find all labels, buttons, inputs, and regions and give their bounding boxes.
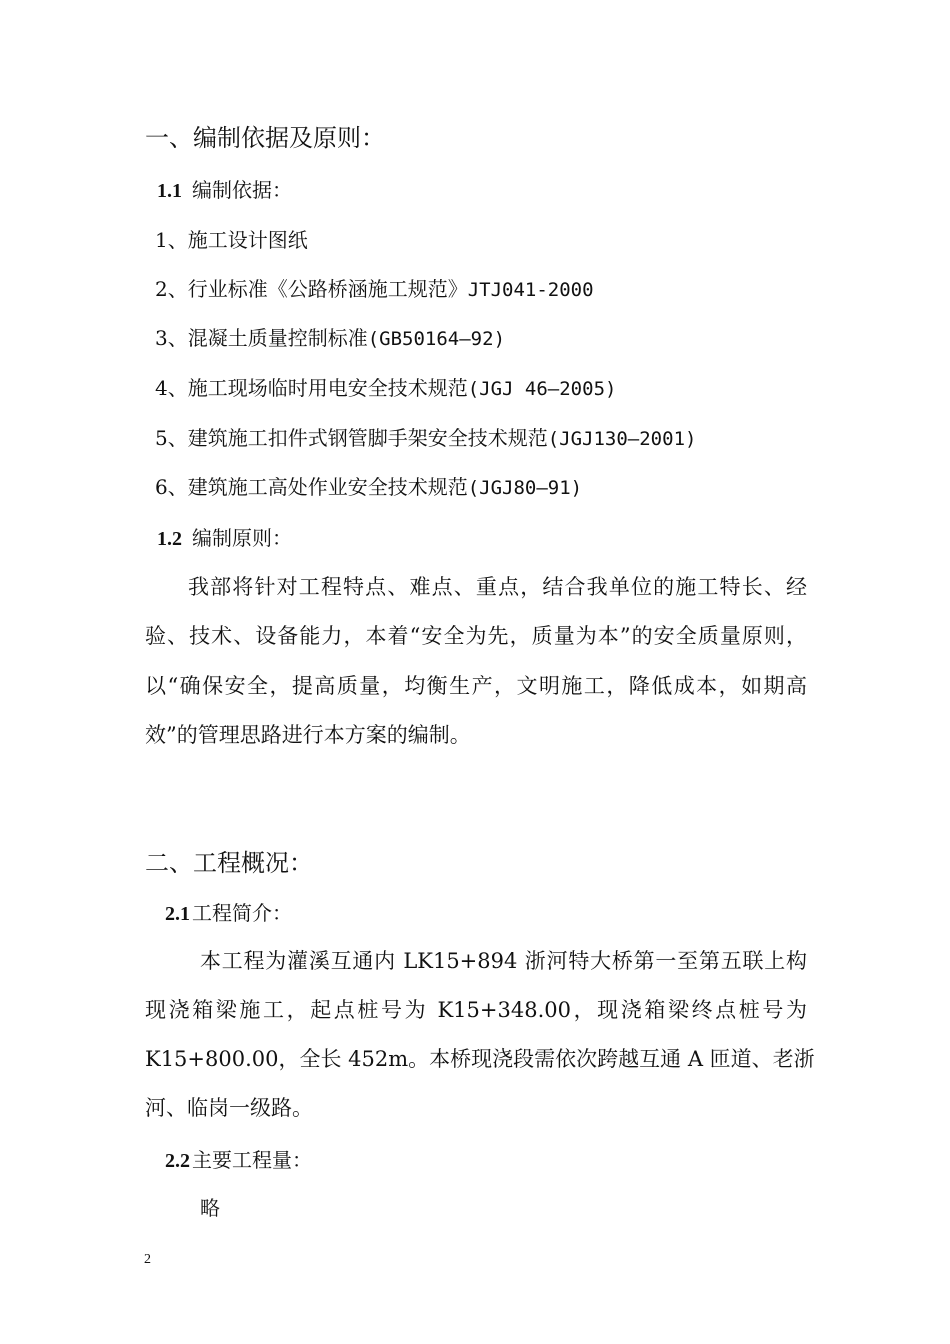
paragraph-line: 现浇箱梁施工，起点桩号为 K15+348.00，现浇箱梁终点桩号为 xyxy=(145,998,807,1022)
list-item-code: (GB50164—92) xyxy=(367,328,506,350)
subsection-1-1-label: 编制依据： xyxy=(192,178,292,202)
list-item xyxy=(155,471,582,500)
paragraph-line: 验、技术、设备能力，本着“安全为先，质量为本”的安全质量原则， xyxy=(145,624,807,648)
list-item xyxy=(155,422,696,451)
list-item xyxy=(155,273,594,302)
paragraph-line: 以“确保安全，提高质量，均衡生产，文明施工，降低成本，如期高 xyxy=(145,674,807,698)
list-item-text: 5、建筑施工扣件式钢管脚手架安全技术规范 xyxy=(155,426,548,450)
list-item-code: (JGJ130—2001) xyxy=(547,428,697,450)
subsection-2-1-label: 工程简介： xyxy=(192,901,292,925)
subsection-1-1 xyxy=(157,174,292,203)
page-number: 2 xyxy=(144,1252,151,1267)
note-text: 略 xyxy=(200,1196,220,1220)
paragraph-line: 我部将针对工程特点、难点、重点，结合我单位的施工特长、经 xyxy=(188,575,807,599)
subsection-2-2-label: 主要工程量： xyxy=(192,1148,312,1172)
subsection-2-2-number: 2.2 xyxy=(165,1150,190,1172)
subsection-2-2 xyxy=(165,1144,312,1173)
list-item-code: (JGJ 46—2005) xyxy=(467,378,617,400)
list-item-code: (JGJ80—91) xyxy=(467,477,583,499)
paragraph-line: K15+800.00，全长 452m。本桥现浇段需依次跨越互通 A 匝道、老浙 xyxy=(145,1047,815,1071)
paragraph-line: 河、临岗一级路。 xyxy=(145,1096,313,1120)
subsection-1-2-number: 1.2 xyxy=(157,528,182,550)
list-item-text: 6、建筑施工高处作业安全技术规范 xyxy=(155,475,468,499)
section-1-title: 一、编制依据及原则： xyxy=(145,124,385,152)
list-item xyxy=(155,322,505,351)
subsection-1-1-number: 1.1 xyxy=(157,180,182,202)
list-item xyxy=(155,372,616,401)
list-item-text: 4、施工现场临时用电安全技术规范 xyxy=(155,376,468,400)
paragraph-line: 本工程为灌溪互通内 LK15+894 浙河特大桥第一至第五联上构 xyxy=(200,949,807,973)
list-item-text: 2、行业标准《公路桥涵施工规范》 xyxy=(155,277,468,301)
subsection-1-2-label: 编制原则： xyxy=(192,526,292,550)
subsection-2-1 xyxy=(165,897,292,926)
subsection-1-2 xyxy=(157,522,292,551)
list-item-text: 3、混凝土质量控制标准 xyxy=(155,326,368,350)
subsection-2-1-number: 2.1 xyxy=(165,903,190,925)
section-2-title: 二、工程概况： xyxy=(145,849,313,877)
paragraph-line: 效”的管理思路进行本方案的编制。 xyxy=(145,723,471,747)
list-item-code: JTJ041-2000 xyxy=(467,279,594,301)
list-item xyxy=(155,224,308,253)
list-item-text: 1、施工设计图纸 xyxy=(155,228,308,252)
